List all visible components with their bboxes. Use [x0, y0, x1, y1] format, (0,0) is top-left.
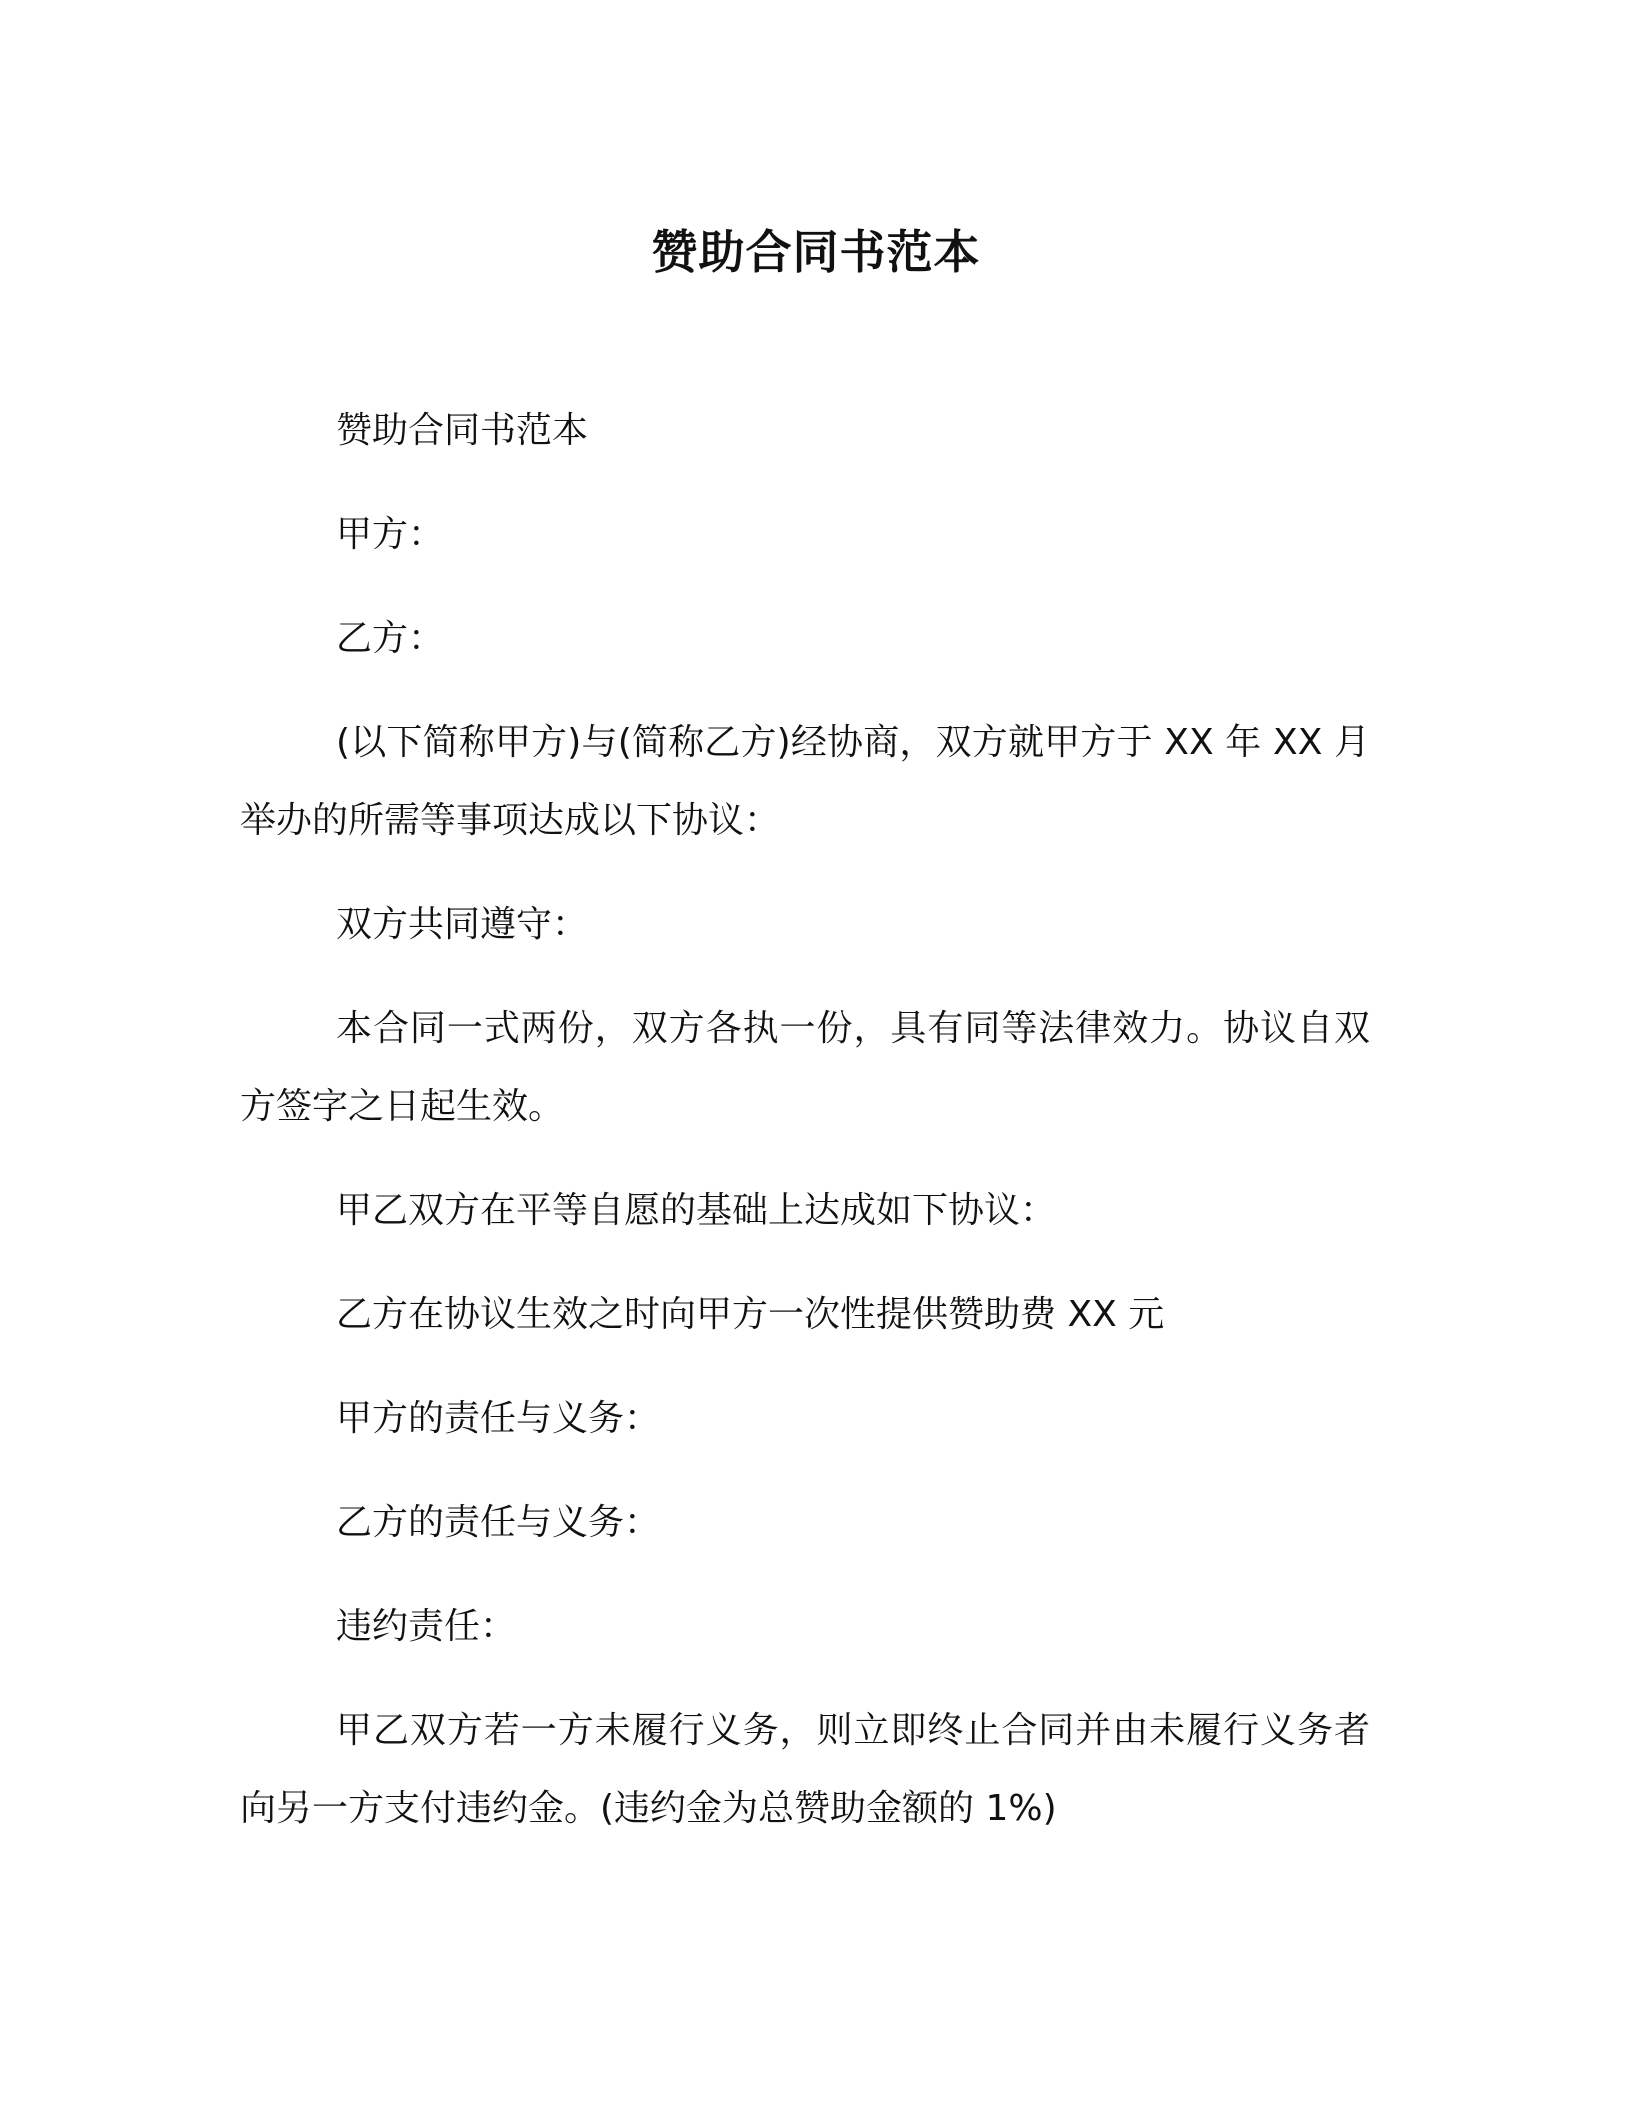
paragraph-agreement-basis: 甲乙双方在平等自愿的基础上达成如下协议： [336, 1190, 1057, 1231]
paragraph-liability: 甲乙双方若一方未履行义务，则立即终止合同并由未履行义务者向另一方支付违约金。(违约金为总赞助金额的 1%) [240, 1710, 1370, 1829]
paragraph-sponsorship-fee: 乙方在协议生效之时向甲方一次性提供赞助费 XX 元 [336, 1294, 1165, 1335]
document-body [240, 392, 1370, 1874]
paragraph-party-a: 甲方： [336, 514, 445, 555]
paragraph-mutual-compliance: 双方共同遵守： [336, 904, 589, 945]
paragraph-party-b-duties: 乙方的责任与义务： [336, 1502, 661, 1543]
paragraph-preamble: (以下简称甲方)与(简称乙方)经协商，双方就甲方于 XX 年 XX 月举办的所需等事项达成以下协议： [240, 722, 1370, 841]
paragraph-subtitle: 赞助合同书范本 [336, 410, 589, 451]
paragraph-liability-heading: 违约责任： [336, 1606, 517, 1647]
paragraph-party-a-duties: 甲方的责任与义务： [336, 1398, 661, 1439]
document-title: 赞助合同书范本 [651, 225, 981, 279]
paragraph-party-b: 乙方： [336, 618, 445, 659]
paragraph-copies: 本合同一式两份，双方各执一份，具有同等法律效力。协议自双方签字之日起生效。 [240, 1008, 1370, 1127]
